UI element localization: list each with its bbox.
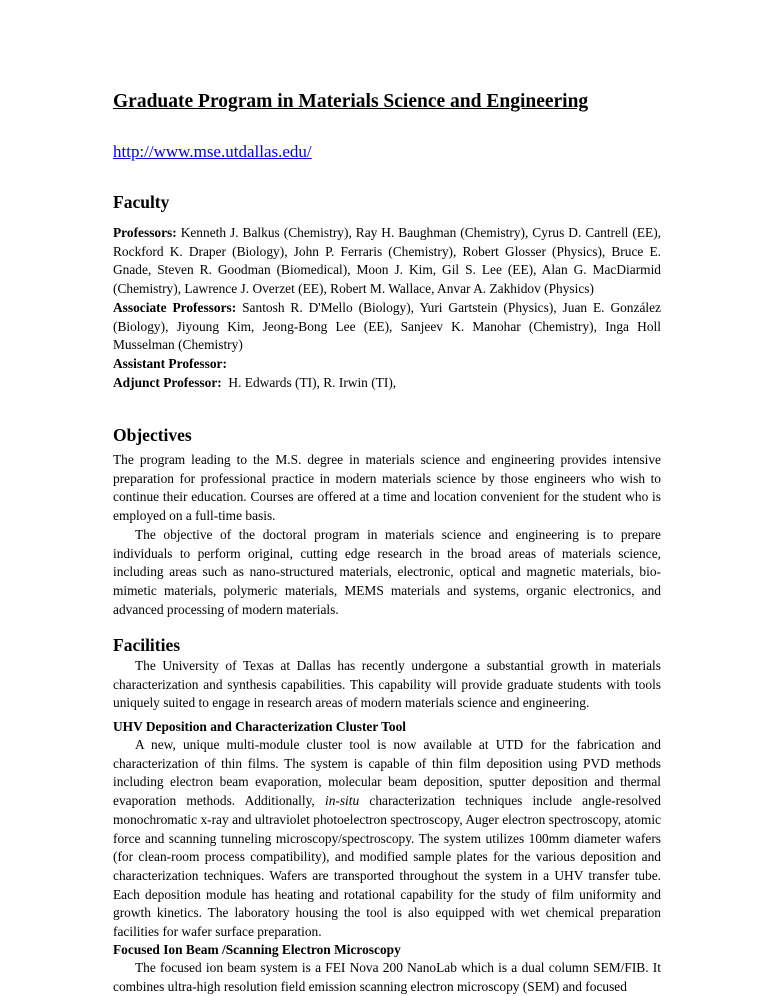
facilities-body — [113, 657, 661, 713]
facilities-heading: Facilities — [113, 635, 181, 655]
professors-names: Kenneth J. Balkus (Chemistry), Ray H. Baughman (Chemistry), Cyrus D. Cantrell (EE), Rockford K. Draper (Biology), John P. Ferraris (Chemistry), Robert Glosser (Physics), Bruce E. Gnade, Steven R. Goodman (Biomedical), Moon J. Kim, Gil S. Lee (EE), Alan G. MacDiarmid (Chemistry), Lawrence J. Overzet (EE), Robert M. Wallace, Anvar A. Zakhidov (Physics) — [113, 225, 661, 297]
objectives-phd-paragraph: The objective of the doctoral program in materials science and engineering is to prepare individuals to perform original, cutting edge research in the broad areas of materials science, including areas such as nano-structured materials, electronic, optical and magnetic materials, bio-mimetic materials, polymeric materials, MEMS materials and systems, organic electronics, and advanced processing of modern materials. — [113, 526, 661, 617]
page-title: Graduate Program in Materials Science and Engineering — [113, 91, 589, 112]
assistant-professor-paragraph — [113, 355, 661, 374]
uhv-heading: UHV Deposition and Characterization Cluster Tool — [113, 719, 406, 734]
adjunct-names: H. Edwards (TI), R. Irwin (TI), — [221, 374, 397, 390]
adjunct-label: Adjunct Professor: — [113, 374, 222, 390]
objectives-body — [113, 451, 661, 619]
faculty-heading: Faculty — [113, 192, 170, 212]
professors-label: Professors: — [113, 225, 177, 240]
faculty-list — [113, 224, 661, 392]
uhv-text-italic: in-situ — [324, 793, 360, 809]
adjunct-professor-paragraph — [113, 374, 661, 393]
objectives-ms-paragraph: The program leading to the M.S. degree in materials science and engineering provides intensive preparation for professional practice in modern materials science by those engineers who wish to continue their education. Courses are offered at a time and location convenient for the student who is employed on a full-time basis. — [113, 452, 661, 524]
facilities-intro-paragraph: The University of Texas at Dallas has recently undergone a substantial growth in materials characterization and synthesis capabilities. This capability will provide graduate students with tools uniquely suited to engage in research areas of modern materials science and engineering. — [113, 658, 661, 711]
uhv-body — [113, 736, 661, 942]
associate-professors-paragraph — [113, 299, 661, 355]
assistant-label: Assistant Professor: — [113, 355, 227, 371]
uhv-paragraph — [113, 736, 661, 942]
uhv-text-a: A new, unique multi-module cluster tool is now available at UTD for the fabrication and characterization of thin films. The system is capable of thin film deposition using PVD methods including electron beam evaporation, molecular beam deposition, sputter deposition and thermal evaporation methods. Additionally, — [113, 737, 661, 809]
fib-paragraph: The focused ion beam system is a FEI Nova 200 NanoLab which is a dual column SEM/FIB. It combines ultra-high resolution field emission scanning electron microscopy (SEM) and focused — [113, 960, 661, 994]
associate-label: Associate Professors: — [113, 299, 237, 315]
objectives-heading: Objectives — [113, 425, 192, 445]
fib-body — [113, 959, 661, 996]
associate-names: Santosh R. D'Mello (Biology), Yuri Gartstein (Physics), Juan E. González (Biology), Jiyoung Kim, Jeong-Bong Lee (EE), Sanjeev K. Manohar (Chemistry), Inga Holl Musselman (Chemistry) — [113, 299, 661, 353]
fib-heading: Focused Ion Beam /Scanning Electron Microscopy — [113, 942, 401, 957]
professors-paragraph — [113, 224, 661, 299]
uhv-text-b: characterization techniques include angle-resolved monochromatic x-ray and ultraviolet photoelectron spectroscopy, Auger electron spectroscopy, atomic force and scanning tunneling microscopy/spectroscopy. The system utilizes 100mm diameter wafers (for clean-room process compatibility), and modified sample plates for the various deposition and characterization techniques. Wafers are transported throughout the system in a UHV transfer tube. Each deposition module has heating and rotational capability for the study of film uniformity and growth kinetics. The laboratory housing the tool is also equipped with wet chemical preparation facilities for wafer surface preparation. — [113, 793, 661, 940]
program-url-link[interactable]: http://www.mse.utdallas.edu/ — [113, 142, 312, 161]
